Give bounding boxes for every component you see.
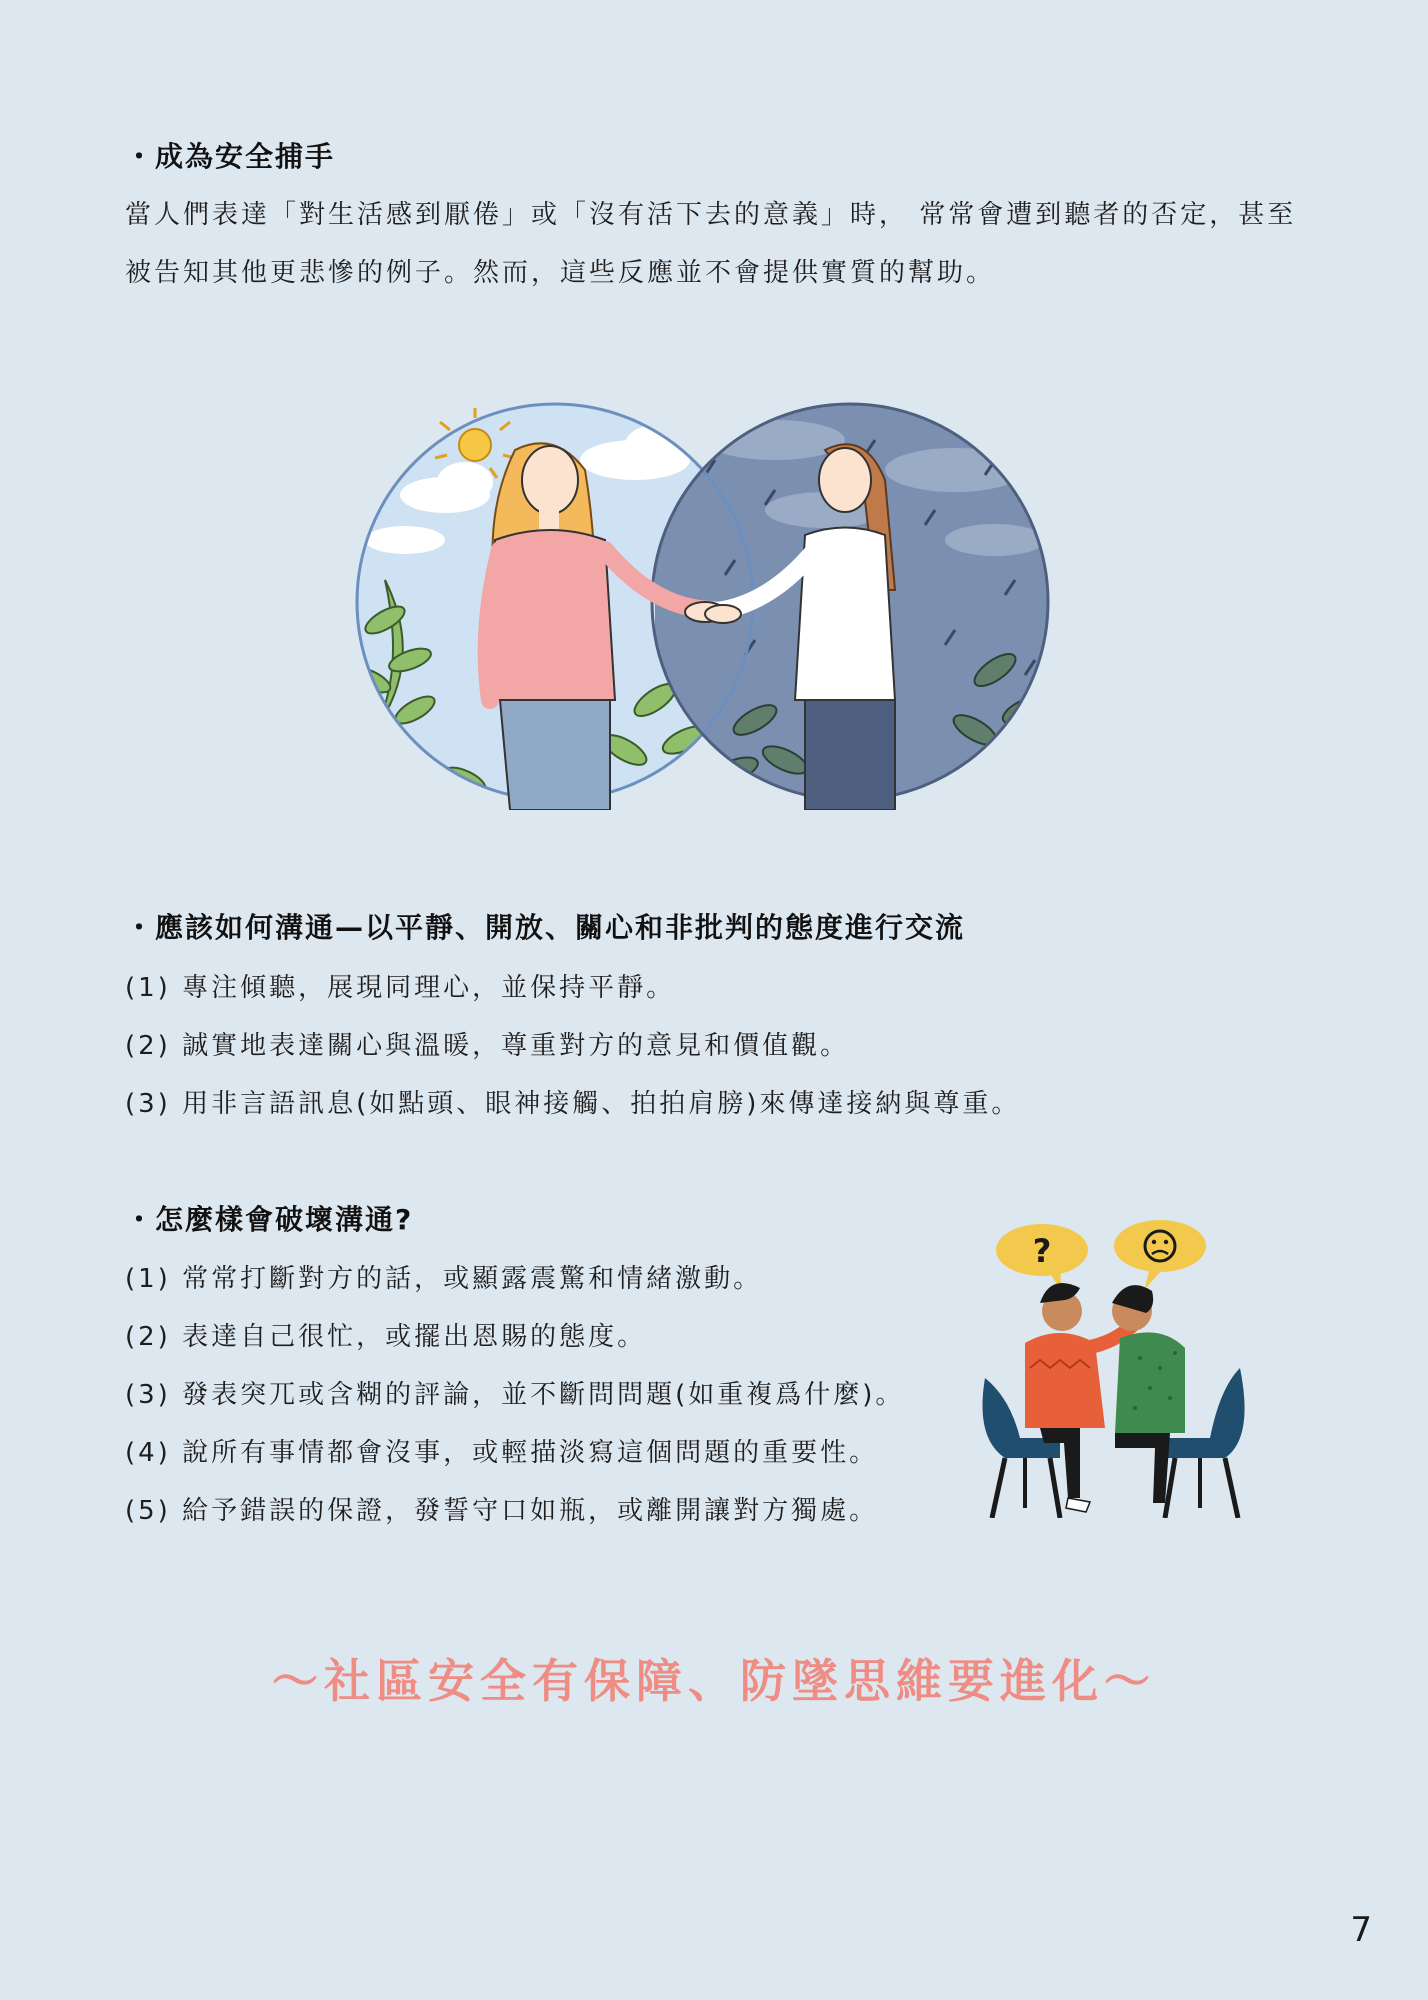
list-item: (3) 用非言語訊息(如點頭、眼神接觸、拍拍肩膀)來傳達接納與尊重。	[125, 1089, 1021, 1119]
list-item: (5) 給予錯誤的保證，發誓守口如瓶，或離開讓對方獨處。	[125, 1496, 879, 1526]
slogan: ～社區安全有保障、防墜思維要進化～	[272, 1654, 1156, 1708]
question-bubble-icon	[996, 1224, 1088, 1293]
page-number: 7	[1350, 1910, 1372, 1950]
list-item: (3) 發表突兀或含糊的評論，並不斷問問題(如重複爲什麼)。	[125, 1380, 905, 1410]
paragraph-line: 被告知其他更悲慘的例子。然而，這些反應並不會提供實質的幫助。	[125, 258, 996, 288]
section-heading-breaking-communication: ・怎麼樣會破壞溝通?	[125, 1203, 414, 1236]
conversation-illustration	[980, 1218, 1250, 1518]
sad-face-icon	[1114, 1220, 1206, 1290]
list-item: (1) 專注傾聽，展現同理心，並保持平靜。	[125, 973, 676, 1003]
section-heading-safety-catcher: ・成為安全捕手	[125, 140, 336, 173]
section-heading-how-to-communicate: ・應該如何溝通—以平靜、開放、關心和非批判的態度進行交流	[125, 911, 966, 944]
list-item: (1) 常常打斷對方的話，或顯露震驚和情緒激動。	[125, 1264, 763, 1294]
list-item: (4) 說所有事情都會沒事，或輕描淡寫這個問題的重要性。	[125, 1438, 879, 1468]
question-mark: ?	[1032, 1232, 1052, 1270]
handshake-illustration	[355, 400, 1075, 810]
paragraph-line: 當人們表達「對生活感到厭倦」或「沒有活下去的意義」時， 常常會遭到聽者的否定，甚至	[125, 200, 1297, 230]
list-item: (2) 誠實地表達關心與溫暖，尊重對方的意見和價值觀。	[125, 1031, 850, 1061]
list-item: (2) 表達自己很忙，或擺出恩賜的態度。	[125, 1322, 647, 1352]
